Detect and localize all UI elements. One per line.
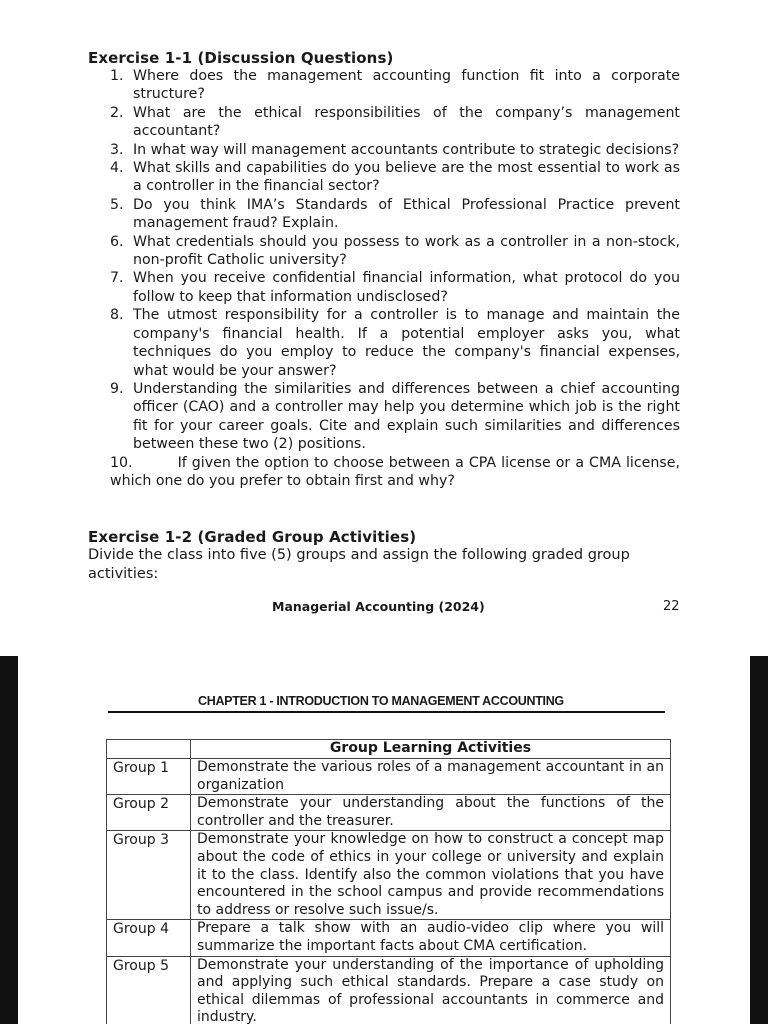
footer-book-title: Managerial Accounting (2024): [272, 599, 485, 614]
list-item: [88, 67, 680, 104]
activity-cell: Demonstrate the various roles of a management accountant in an organization: [191, 759, 671, 795]
list-item: [88, 454, 680, 491]
right-dark-margin: [750, 656, 768, 1024]
group-cell: Group 1: [107, 759, 191, 795]
question-number: 8.: [110, 307, 124, 324]
table-row: [107, 920, 671, 956]
question-number: 3.: [110, 141, 124, 158]
question-text: Do you think IMA’s Standards of Ethical Professional Practice prevent management fraud? Explain.: [133, 196, 680, 232]
exercise-1-2-instructions: Divide the class into five (5) groups and assign the following graded group activities:: [88, 547, 630, 582]
question-number: 7.: [110, 270, 124, 287]
chapter-running-header: CHAPTER 1 - INTRODUCTION TO MANAGEMENT ACCOUNTING: [198, 694, 564, 708]
activity-cell: Prepare a talk show with an audio-video clip where you will summarize the important facts about CMA certification.: [191, 920, 671, 956]
table-row: [107, 831, 671, 920]
question-text: Understanding the similarities and differences between a chief accounting officer (CAO) and a controller may help you determine which job is the right fit for your career goals. Cite and explain such similarities and differences between these two (2) positions.: [133, 380, 680, 453]
group-cell: Group 4: [107, 920, 191, 956]
header-divider: [108, 711, 665, 713]
exercise-1-1-heading: Exercise 1-1 (Discussion Questions): [88, 49, 394, 67]
question-text: If given the option to choose between a CPA license or a CMA license, which one do you prefer to obtain first and why?: [110, 454, 680, 489]
question-text: What credentials should you possess to work as a controller in a non-stock, non-profit Catholic university?: [133, 233, 680, 269]
question-text: In what way will management accountants contribute to strategic decisions?: [133, 141, 680, 158]
table-header-row: [107, 740, 671, 759]
question-number: 10.: [110, 454, 133, 471]
left-dark-margin: [0, 656, 18, 1024]
group-activities-table: [106, 739, 671, 1024]
activity-cell: Demonstrate your understanding of the importance of upholding and applying such ethical standards. Prepare a case study on ethical dilemmas of professional accountants in commerce and industry.: [191, 956, 671, 1024]
question-text: The utmost responsibility for a controller is to manage and maintain the company's financial health. If a potential employer asks you, what techniques do you employ to reduce the company's financial expenses, what would be your answer?: [133, 307, 680, 379]
exercise-1-2-heading: Exercise 1-2 (Graded Group Activities): [88, 528, 417, 546]
question-number: 6.: [110, 233, 124, 250]
question-number: 9.: [110, 380, 124, 397]
list-item: [88, 380, 680, 454]
question-text: Where does the management accounting function fit into a corporate structure?: [133, 68, 680, 103]
question-number: 2.: [110, 104, 124, 121]
table-corner-cell: [107, 740, 191, 759]
activity-cell: Demonstrate your knowledge on how to construct a concept map about the code of ethics in your college or university and explain it to the class. Identify also the common violations that you have encountered in the school campus and provide recommendations to address or resolve such issue/s.: [191, 831, 671, 920]
group-cell: Group 5: [107, 956, 191, 1024]
table-row: [107, 956, 671, 1024]
list-item: [88, 141, 680, 159]
table-row: [107, 759, 671, 795]
list-item: [88, 159, 680, 196]
list-item: [88, 233, 680, 270]
question-text: What are the ethical responsibilities of the company’s management accountant?: [133, 104, 680, 140]
table-header: Group Learning Activities: [191, 740, 671, 759]
question-number: 5.: [110, 196, 124, 213]
group-cell: Group 3: [107, 831, 191, 920]
question-text: What skills and capabilities do you believe are the most essential to work as a controller in the financial sector?: [133, 160, 680, 195]
question-number: 1.: [110, 68, 124, 84]
list-item: [88, 306, 680, 380]
question-text: When you receive confidential financial information, what protocol do you follow to keep that information undisclosed?: [133, 270, 680, 305]
question-number: 4.: [110, 160, 124, 177]
group-cell: Group 2: [107, 795, 191, 831]
list-item: [88, 104, 680, 141]
activity-cell: Demonstrate your understanding about the functions of the controller and the treasurer.: [191, 795, 671, 831]
discussion-questions-list: [88, 67, 680, 490]
list-item: [88, 196, 680, 233]
page-number: 22: [663, 599, 680, 614]
table-row: [107, 795, 671, 831]
list-item: [88, 269, 680, 306]
